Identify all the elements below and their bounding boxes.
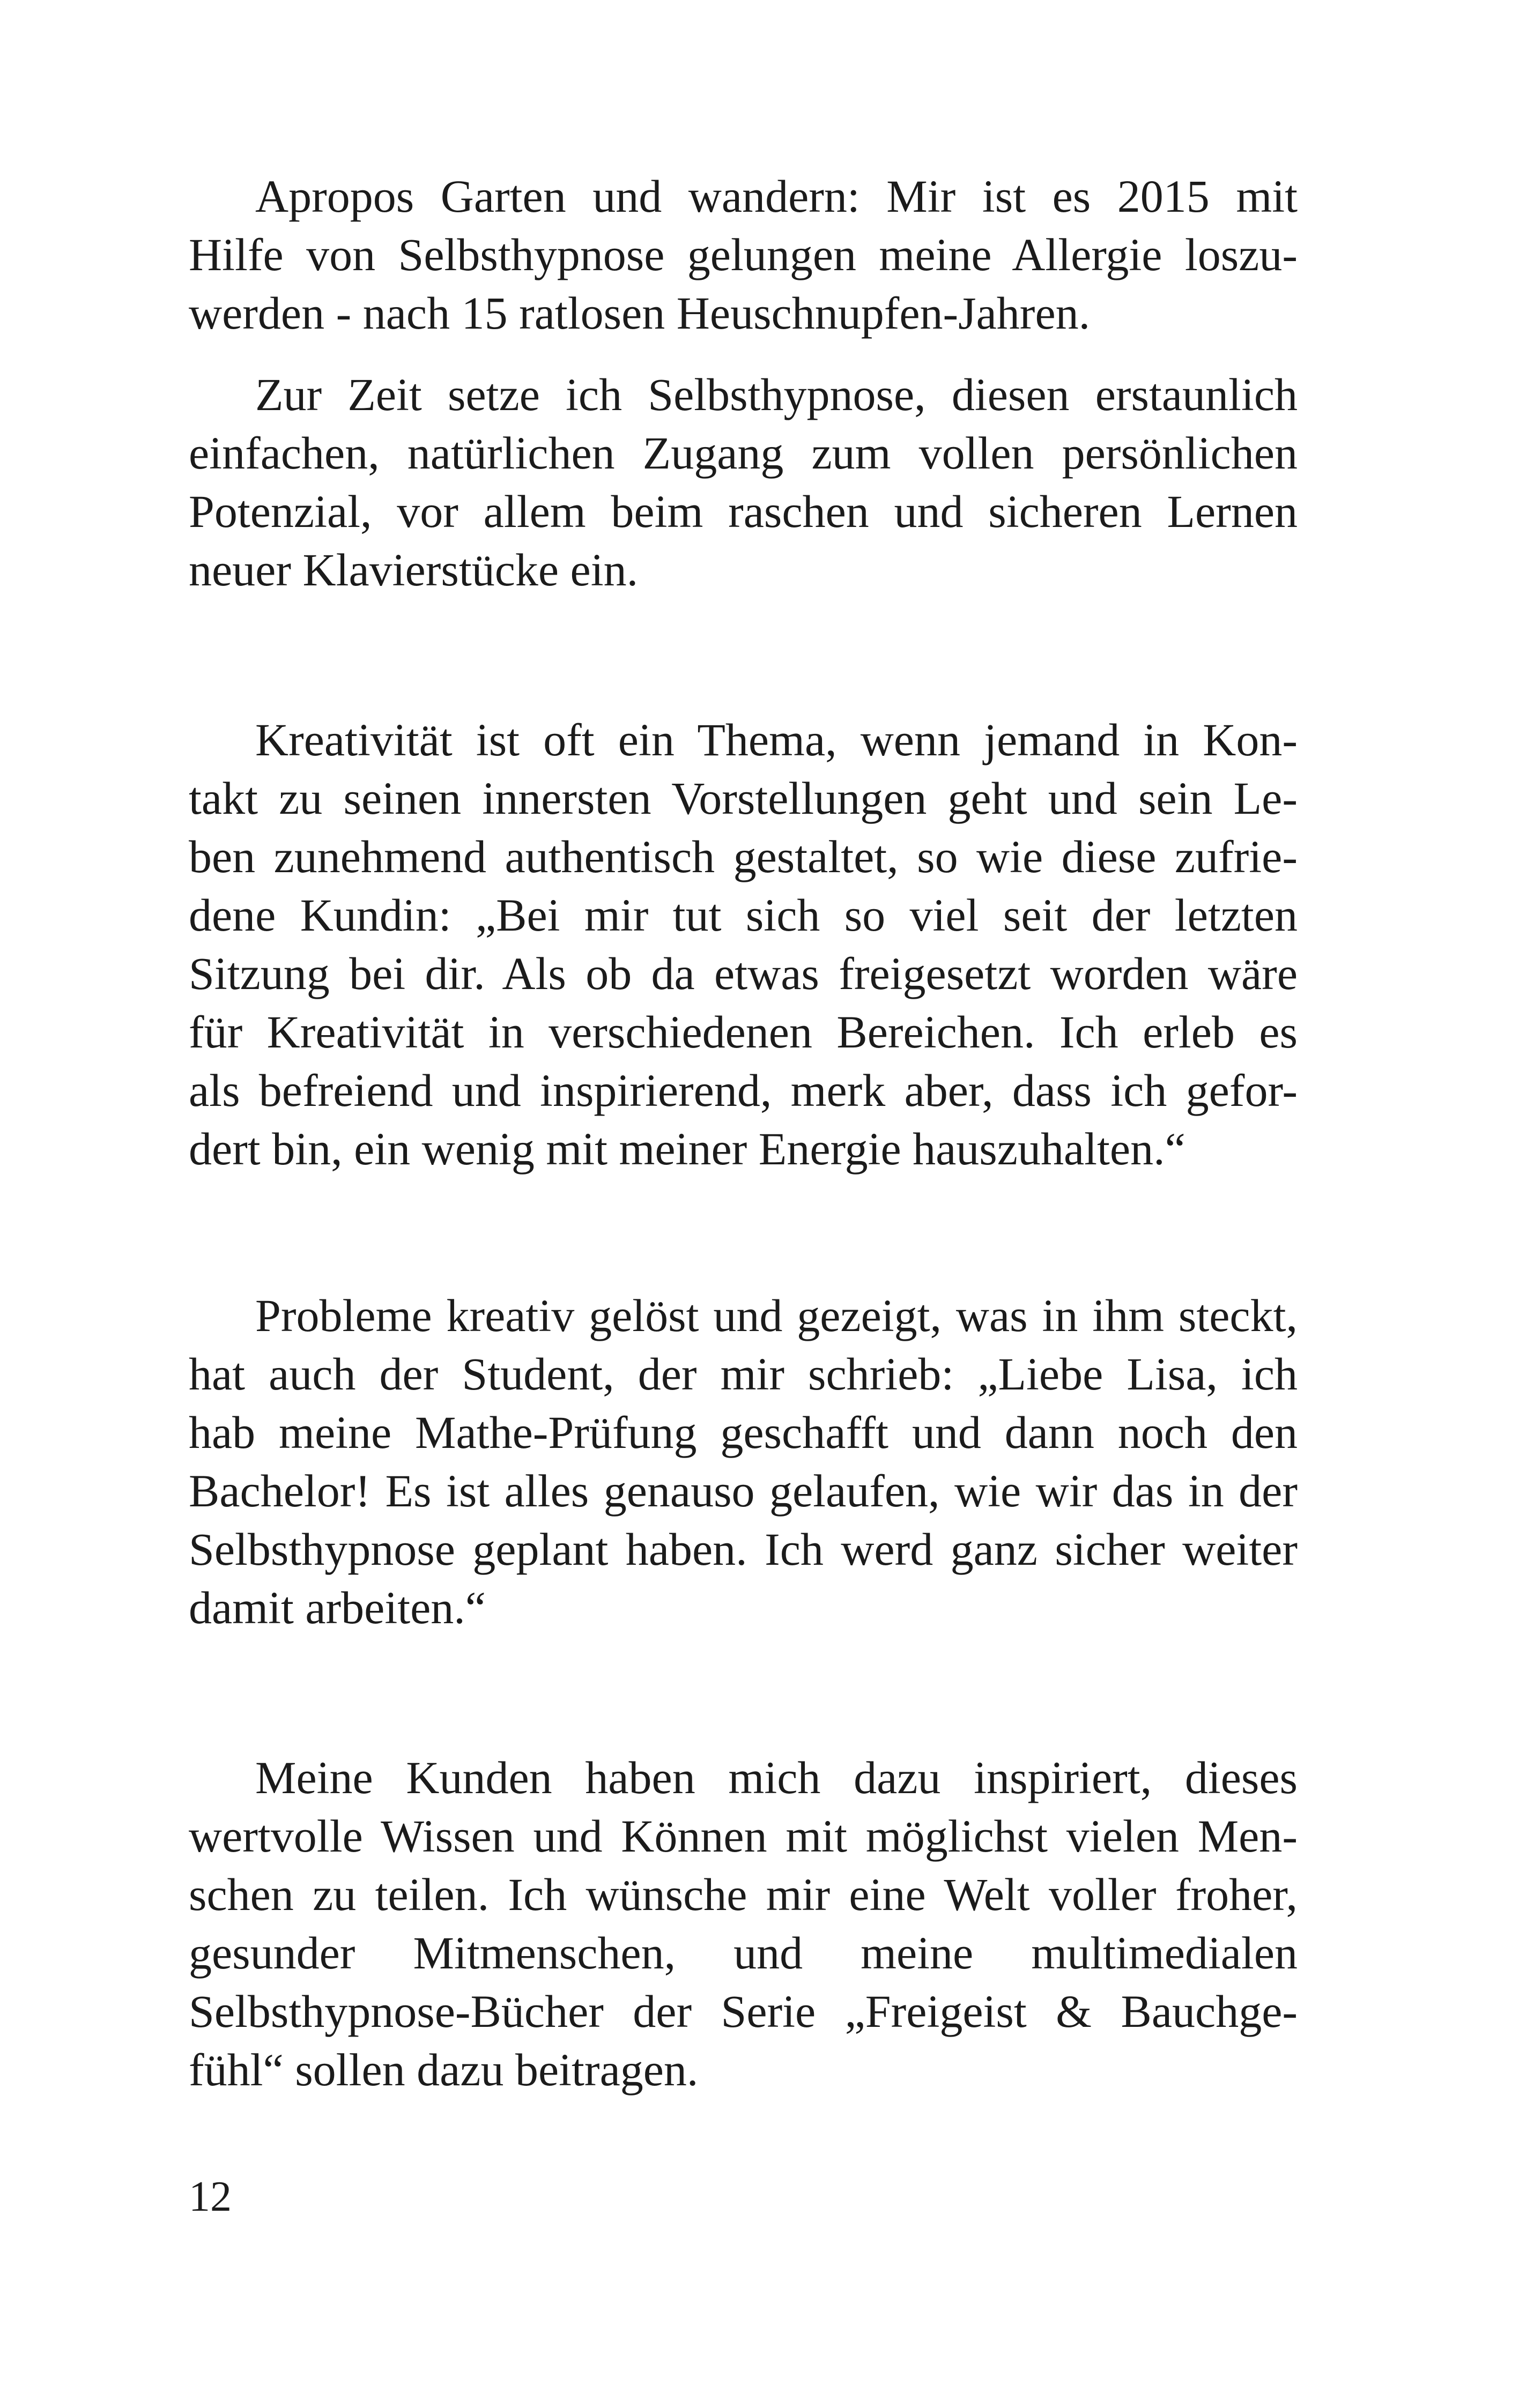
text-line: Potenzial, vor allem beim raschen und sicheren Lernen <box>189 486 1298 537</box>
text-line: hab meine Mathe-Prüfung geschafft und dann noch den <box>189 1407 1298 1458</box>
text-line: fühl“ sollen dazu beitragen. <box>189 2044 699 2095</box>
text-line: gesunder Mitmenschen, und meine multimedialen <box>189 1927 1298 1979</box>
text-line: Kreativität ist oft ein Thema, wenn jemand in Kon- <box>255 714 1298 765</box>
text-line: dene Kundin: „Bei mir tut sich so viel seit der letzten <box>189 889 1298 941</box>
text-line: Selbsthypnose geplant haben. Ich werd ganz sicher weiter <box>189 1523 1298 1575</box>
text-line: Probleme kreativ gelöst und gezeigt, was in ihm steckt, <box>255 1290 1298 1341</box>
text-line: takt zu seinen innersten Vorstellungen geht und sein Le- <box>189 772 1298 824</box>
text-line: Sitzung bei dir. Als ob da etwas freigesetzt worden wäre <box>189 948 1298 999</box>
text-line: Hilfe von Selbsthypnose gelungen meine Allergie loszu- <box>189 229 1298 280</box>
text-line: werden - nach 15 ratlosen Heuschnupfen-Jahren. <box>189 287 1091 339</box>
text-line: damit arbeiten.“ <box>189 1582 486 1633</box>
paragraph-3 <box>189 711 1298 1178</box>
page-number: 12 <box>189 2173 232 2220</box>
text-line: für Kreativität in verschiedenen Bereichen. Ich erleb es <box>189 1006 1298 1058</box>
paragraph-5 <box>189 1749 1298 2099</box>
paragraph-2 <box>189 366 1298 599</box>
text-line: Selbsthypnose-Bücher der Serie „Freigeist & Bauchge- <box>189 1986 1298 2037</box>
text-line: Zur Zeit setze ich Selbsthypnose, diesen erstaunlich <box>255 369 1298 420</box>
text-line: ben zunehmend authentisch gestaltet, so wie diese zufrie- <box>189 831 1298 882</box>
text-line: dert bin, ein wenig mit meiner Energie hauszuhalten.“ <box>189 1123 1185 1175</box>
text-line: hat auch der Student, der mir schrieb: „Liebe Lisa, ich <box>189 1348 1298 1400</box>
text-line: neuer Klavierstücke ein. <box>189 544 639 596</box>
text-line: schen zu teilen. Ich wünsche mir eine Welt voller froher, <box>189 1869 1298 1920</box>
paragraph-4 <box>189 1287 1298 1637</box>
paragraph-1 <box>189 167 1298 343</box>
text-line: wertvolle Wissen und Können mit möglichst vielen Men- <box>189 1810 1298 1862</box>
text-line: Bachelor! Es ist alles genauso gelaufen, wie wir das in der <box>189 1465 1298 1517</box>
text-line: Meine Kunden haben mich dazu inspiriert, dieses <box>255 1752 1298 1803</box>
text-line: Apropos Garten und wandern: Mir ist es 2015 mit <box>255 170 1298 222</box>
text-line: einfachen, natürlichen Zugang zum vollen persönlichen <box>189 427 1298 479</box>
text-line: als befreiend und inspirierend, merk aber, dass ich gefor- <box>189 1065 1298 1116</box>
